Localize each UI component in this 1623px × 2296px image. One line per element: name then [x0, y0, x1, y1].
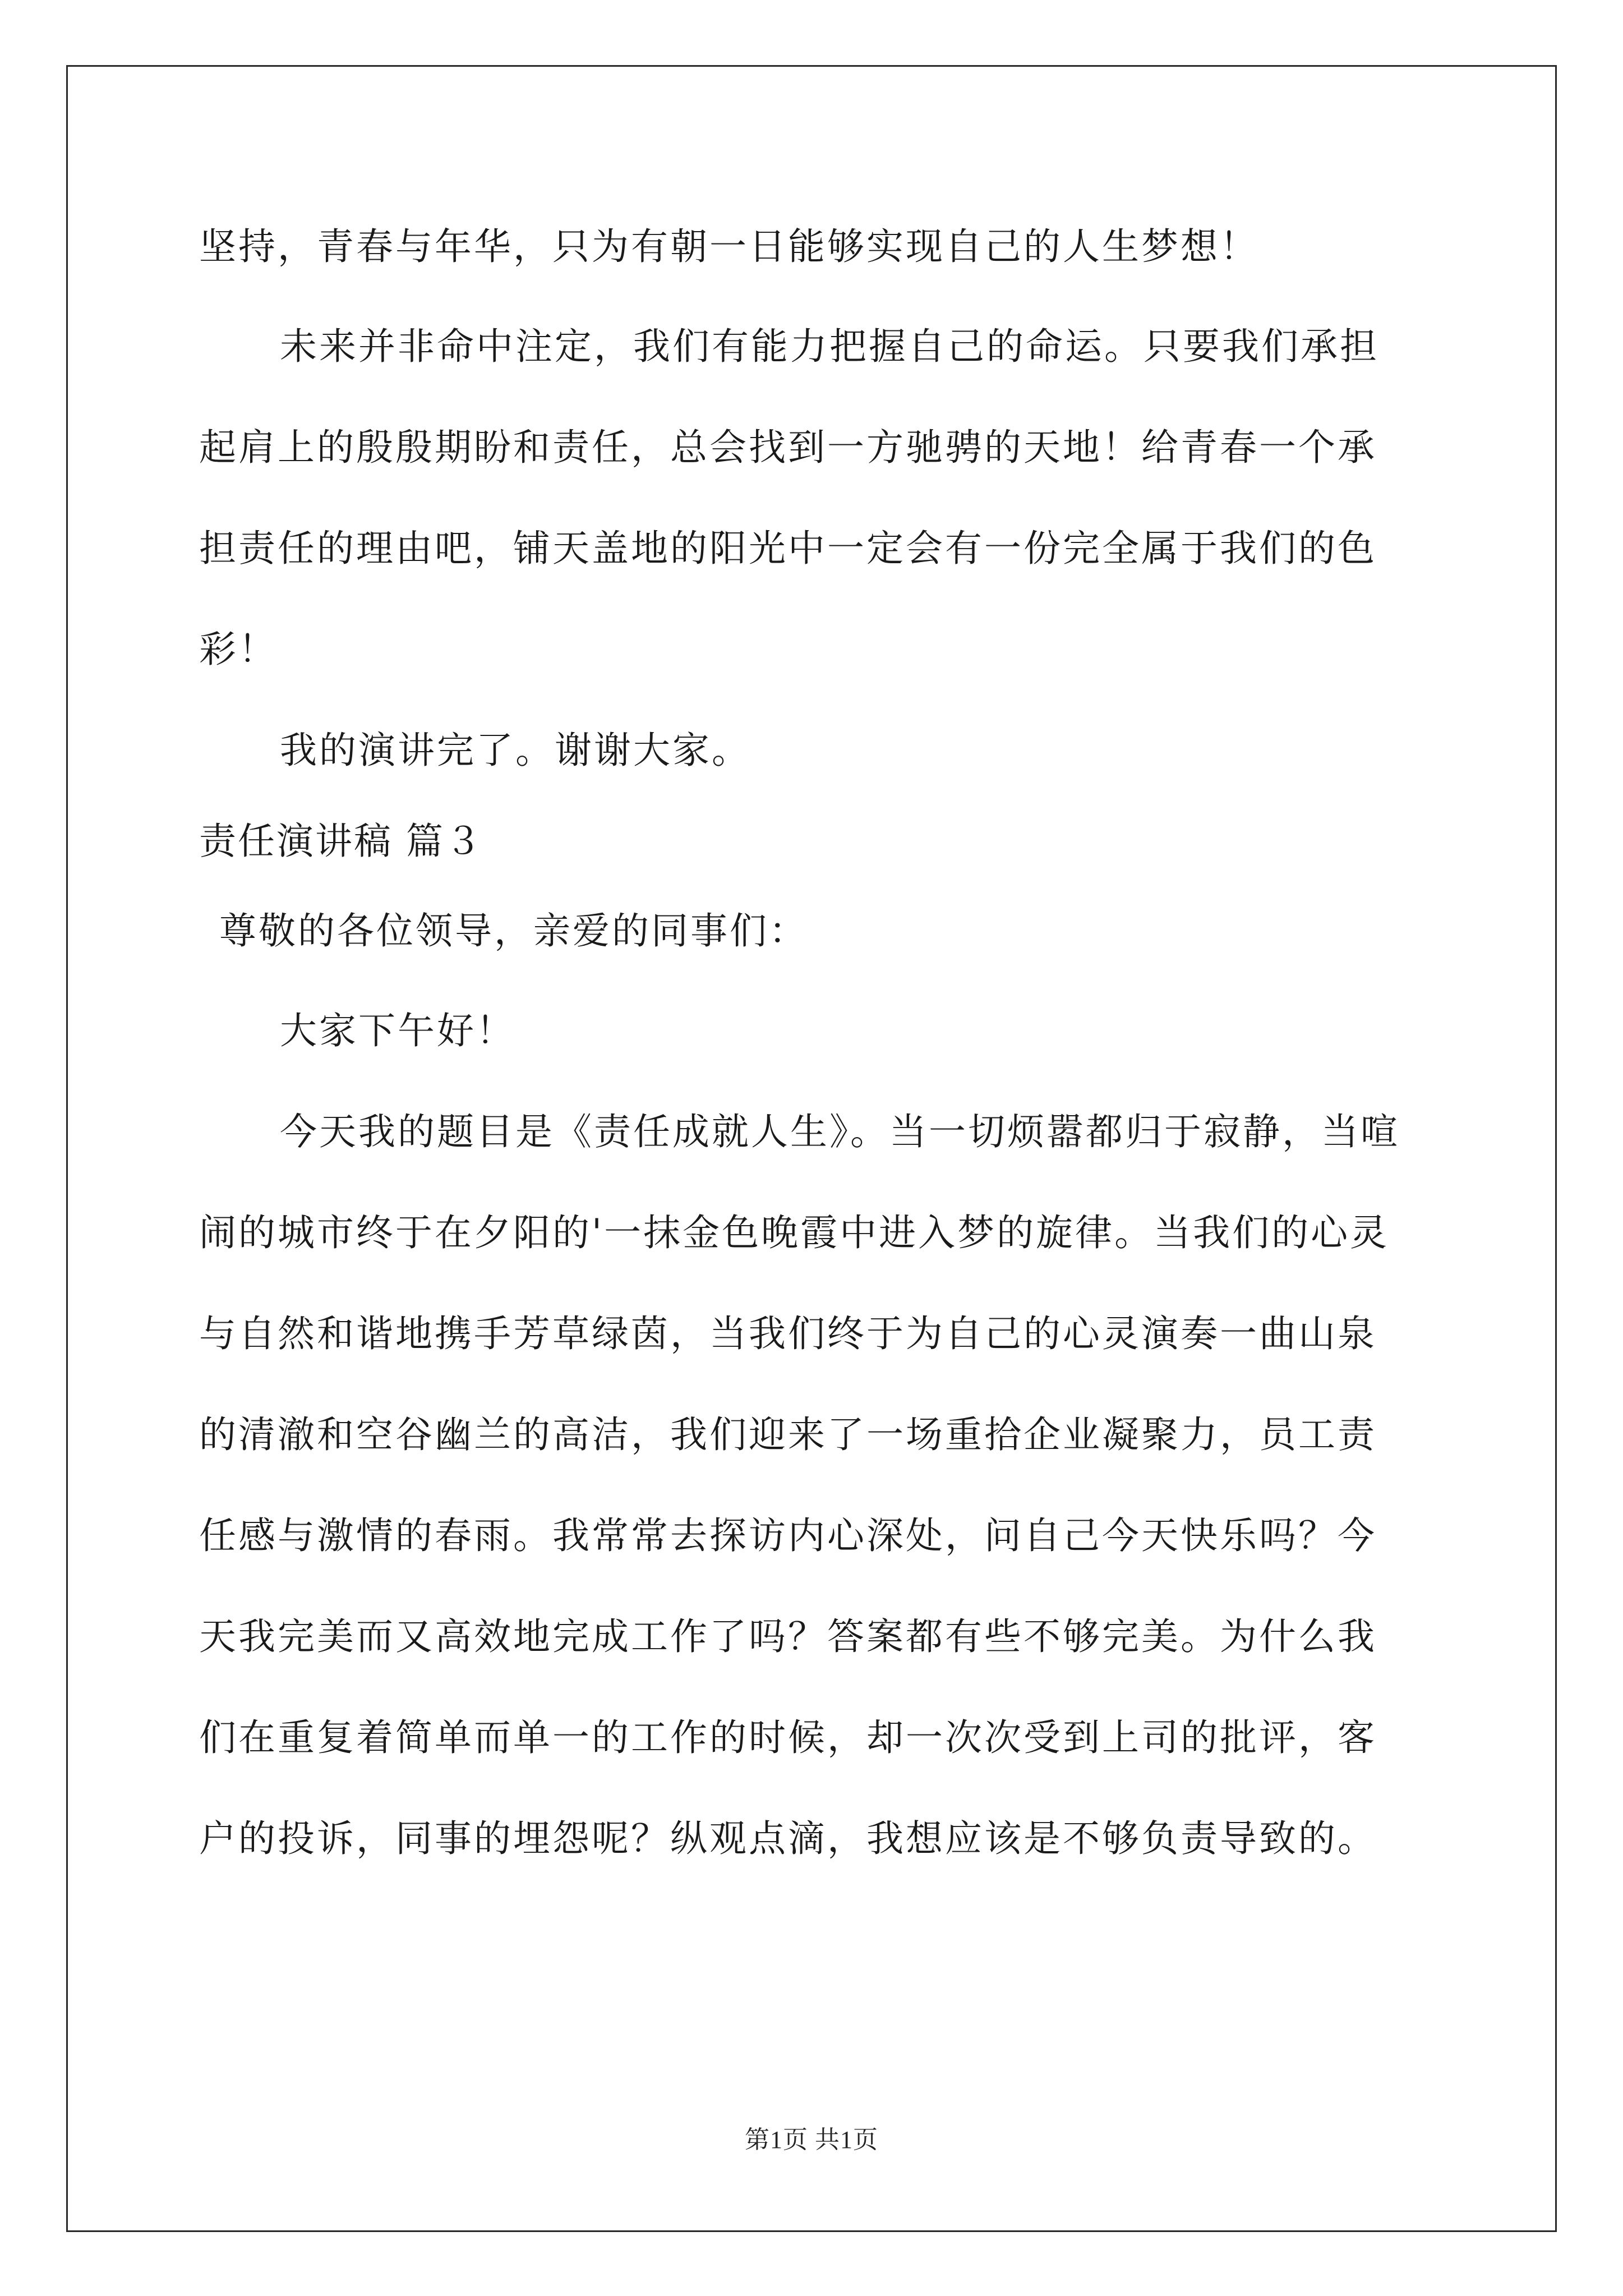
paragraph-line: 们在重复着简单而单一的工作的时候，却一次次受到上司的批评，客 — [199, 1716, 1377, 1759]
page-number-footer: 第1页 共1页 — [745, 2126, 878, 2154]
paragraph-line: 与自然和谐地携手芳草绿茵，当我们终于为自己的心灵演奏一曲山泉 — [199, 1312, 1377, 1355]
paragraph-line: 彩！ — [199, 628, 278, 671]
greeting: 大家下午好！ — [280, 1009, 515, 1052]
salutation: 尊敬的各位领导，亲爱的同事们： — [219, 909, 808, 953]
paragraph-line: 的清澈和空谷幽兰的高洁，我们迎来了一场重拾企业凝聚力，员工责 — [199, 1413, 1377, 1456]
section-heading: 责任演讲稿 篇３ — [199, 820, 483, 863]
paragraph-line: 户的投诉，同事的埋怨呢？纵观点滴，我想应该是不够负责导致的。 — [199, 1817, 1377, 1860]
paragraph-line: 我的演讲完了。谢谢大家。 — [280, 729, 751, 772]
paragraph-line: 闹的城市终于在夕阳的'一抹金色晚霞中进入梦的旋律。当我们的心灵 — [199, 1211, 1390, 1254]
paragraph-line: 任感与激情的春雨。我常常去探访内心深处，问自己今天快乐吗？今 — [199, 1514, 1377, 1557]
paragraph-line: 起肩上的殷殷期盼和责任，总会找到一方驰骋的天地！给青春一个承 — [199, 426, 1377, 469]
paragraph-line: 担责任的理由吧，铺天盖地的阳光中一定会有一份完全属于我们的色 — [199, 527, 1377, 570]
paragraph-line: 今天我的题目是《责任成就人生》。当一切烦嚣都归于寂静，当喧 — [280, 1110, 1400, 1153]
paragraph-line: 未来并非命中注定，我们有能力把握自己的命运。只要我们承担 — [280, 325, 1379, 368]
paragraph-line: 天我完美而又高效地完成工作了吗？答案都有些不够完美。为什么我 — [199, 1615, 1377, 1658]
paragraph-line: 坚持，青春与年华，只为有朝一日能够实现自己的人生梦想！ — [199, 225, 1259, 268]
